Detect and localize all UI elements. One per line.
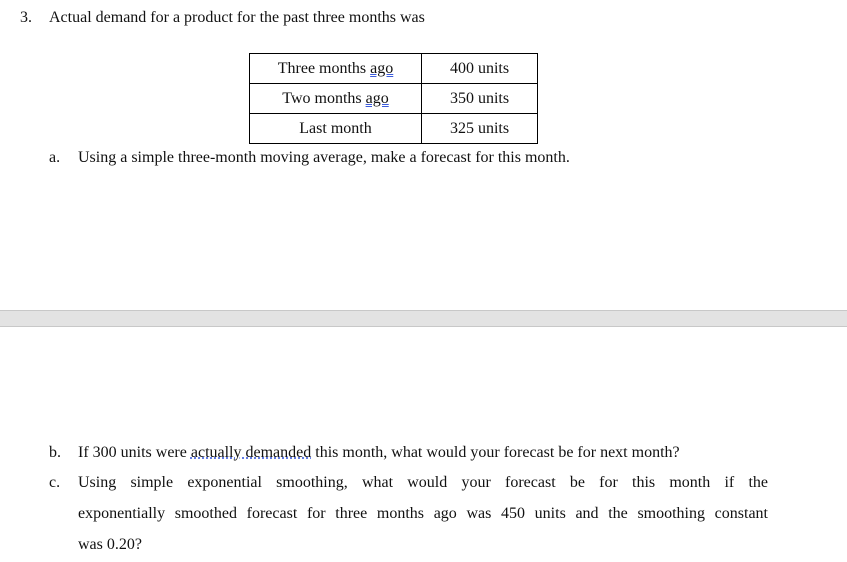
units-cell: 400 units	[422, 54, 538, 84]
part-c-line-1: Using simple exponential smoothing, what would your forecast be for this month if the	[78, 474, 768, 491]
part-a-text: Using a simple three-month moving average, make a forecast for this month.	[78, 149, 570, 166]
table-row	[250, 84, 538, 114]
period-suffix: ago	[365, 89, 389, 107]
part-b-text-before: If 300 units were	[78, 444, 187, 461]
period-cell	[250, 114, 422, 144]
period-label: Three months	[277, 59, 367, 77]
question-stem: Actual demand for a product for the past three months was	[49, 9, 425, 26]
part-c-line-3: was 0.20?	[78, 536, 142, 553]
units-cell: 325 units	[422, 114, 538, 144]
part-b-text-after: this month, what would your forecast be for next month?	[315, 444, 680, 461]
units-cell: 350 units	[422, 84, 538, 114]
period-label: Last month	[299, 119, 372, 137]
period-cell	[250, 84, 422, 114]
grammar-marked-phrase: actually demanded	[190, 444, 312, 461]
demand-table	[249, 53, 538, 144]
part-a-label: a.	[49, 149, 61, 166]
period-cell	[250, 54, 422, 84]
part-c-label: c.	[49, 474, 61, 491]
table-row	[250, 114, 538, 144]
period-suffix: ago	[370, 59, 394, 77]
part-c-line-2: exponentially smoothed forecast for three months ago was 450 units and the smoothing constant	[78, 505, 768, 522]
part-b-label: b.	[49, 444, 61, 461]
question-number: 3.	[20, 9, 32, 26]
page-break-divider	[0, 310, 847, 327]
part-b-text	[78, 443, 680, 463]
table-row	[250, 54, 538, 84]
period-label: Two months	[282, 89, 362, 107]
